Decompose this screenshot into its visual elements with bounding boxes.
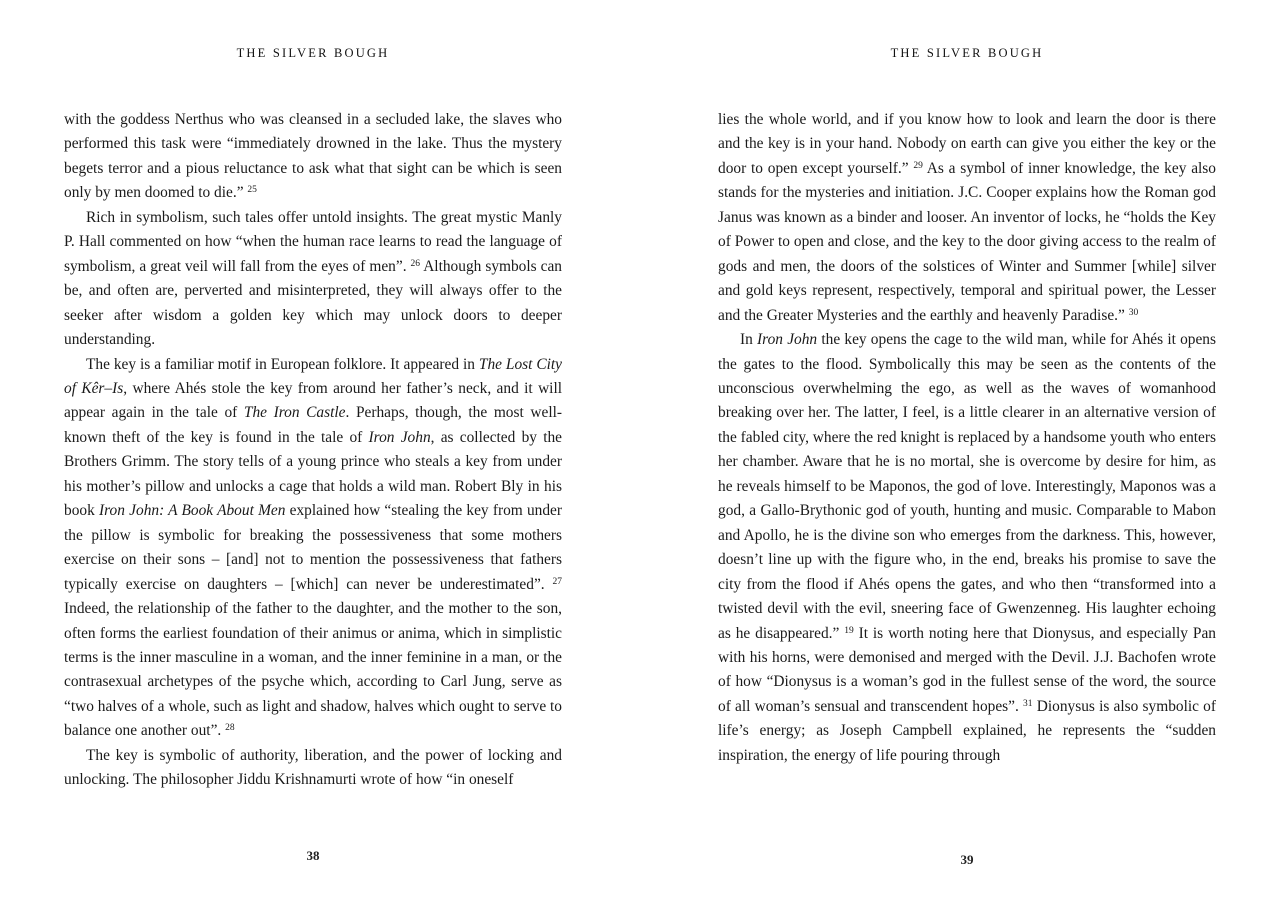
text-run: lies the whole world, and if you know how to look and learn the door is there and the key is in your hand. Nobody on earth can give you either the key or the door to open except yourself.” bbox=[718, 111, 1216, 177]
text-run: The key is a familiar motif in European folklore. It appeared in bbox=[86, 355, 479, 373]
text-run: In bbox=[740, 331, 758, 349]
text-run: It is worth noting here that Dionysus, and especially Pan with his horns, were demonised and merged with the Devil. J.J. Bachofen wrote of how “Dionysus is a woman’s god in the fullest sense of the word, the source of all woman’s sensual and transcendent hopes”. bbox=[718, 624, 1216, 715]
body-text bbox=[64, 108, 562, 793]
paragraph bbox=[64, 108, 562, 206]
text-run: , as collected by the Brothers Grimm. The story tells of a young prince who steals a key from under his mother’s pillow and unlocks a cage that holds a wild man. Robert Bly in his book bbox=[64, 428, 562, 520]
footnote-ref: 27 bbox=[552, 576, 562, 587]
text-run: the key opens the cage to the wild man, while for Ahés it opens the gates to the flood. Symbolically this may be seen as the contents of the unconscious overwhelming the ego, as well as the waves of womanhood breaking over her. The latter, I feel, is a little clearer in an alternative version of the fabled city, where the red knight is replaced by a handsome youth who enters her chamber. Aware that he is no mortal, she is overcome by desire for him, as he reveals himself to be Maponos, the god of love. Interestingly, Maponos was a god, a Gallo-Brythonic god of youth, hunting and music. Comparable to Mabon and Apollo, he is the divine son who emerges from the darkness. This, however, doesn’t line up with the figure who, in the end, breaks his promise to save the city from the flood if Ahés opens the gates, and who then “transformed into a twisted devil with the evil, sneering face of Gwenzenneg. His laughter echoing as he disappeared.” bbox=[718, 331, 1216, 642]
footnote-ref: 30 bbox=[1128, 307, 1139, 318]
footnote-ref: 28 bbox=[225, 723, 235, 734]
text-run: Indeed, the relationship of the father to the daughter, and the mother to the son, often forms the earliest foundation of their animus or anima, which in simplistic terms is the inner masculine in a woman, and the inner feminine in a man, or the contrasexual archetypes of the psyche which, according to Carl Jung, serve as “two halves of a whole, such as light and shadow, halves which ought to serve to balance one another out”. bbox=[64, 600, 562, 740]
footnote-ref: 26 bbox=[410, 258, 421, 269]
paragraph bbox=[64, 353, 562, 744]
italic-title: Iron John: A Book About Men bbox=[99, 502, 286, 520]
paragraph bbox=[718, 108, 1216, 328]
text-run: The key is symbolic of authority, liberation, and the power of locking and unlocking. The philosopher Jiddu Krishnamurti wrote of how “in oneself bbox=[64, 746, 562, 789]
text-run: Dionysus is also symbolic of life’s energy; as Joseph Campbell explained, he represents the “sudden inspiration, the energy of life pouring through bbox=[718, 697, 1216, 764]
footnote-ref: 19 bbox=[844, 625, 854, 636]
right-page bbox=[718, 0, 1216, 905]
text-run: , where Ahés stole the key from around her father’s neck, and it will appear again in the tale of bbox=[64, 379, 563, 422]
text-run: explained how “stealing the key from under the pillow is symbolic for breaking the possessiveness that some mothers exercise on their sons – [and] not to mention the possessiveness that fathers typically exercise on daughters – [which] can never be underestimated”. bbox=[64, 502, 563, 593]
text-run: with the goddess Nerthus who was cleansed in a secluded lake, the slaves who performed this task were “immediately drowned in the lake. Thus the mystery begets terror and a pious reluctance to ask what that sight can be which is seen only by men doomed to die.” bbox=[64, 111, 562, 202]
italic-title: The Lost City of Kêr–Is bbox=[64, 355, 563, 397]
body-text bbox=[718, 108, 1216, 768]
italic-title: Iron John bbox=[757, 331, 818, 349]
paragraph bbox=[718, 328, 1216, 768]
paragraph bbox=[64, 206, 562, 353]
footnote-ref: 29 bbox=[913, 160, 923, 171]
page-number: 38 bbox=[306, 848, 320, 863]
text-run: . Perhaps, though, the most well-known theft of the key is found in the tale of bbox=[64, 404, 562, 446]
italic-title: The Iron Castle bbox=[243, 404, 346, 422]
paragraph bbox=[64, 744, 562, 793]
text-run: Although symbols can be, and often are, perverted and misinterpreted, they will always offer to the seeker after wisdom a golden key which may unlock doors to deeper understanding. bbox=[64, 257, 562, 349]
text-run: As a symbol of inner knowledge, the key also stands for the mysteries and initiation. J.C. Cooper explains how the Roman god Janus was known as a binder and looser. An inventor of locks, he “holds the Key of Power to open and close, and the key to the door giving access to the realm of gods and men, the doors of the solstices of Winter and Summer [while] silver and gold keys represent, respectively, temporal and spiritual power, the Lesser and the Greater Mysteries and the earthly and heavenly Paradise.” bbox=[718, 159, 1216, 324]
footnote-ref: 25 bbox=[247, 185, 257, 196]
page-number: 39 bbox=[960, 852, 974, 867]
footnote-ref: 31 bbox=[1023, 698, 1033, 709]
italic-title: Iron John bbox=[368, 428, 431, 446]
text-run: Rich in symbolism, such tales offer untold insights. The great mystic Manly P. Hall commented on how “when the human race learns to read the language of symbolism, a great veil will fall from the eyes of men”. bbox=[64, 208, 562, 275]
running-head: THE SILVER BOUGH bbox=[890, 46, 1044, 60]
left-page bbox=[64, 0, 562, 905]
running-head: THE SILVER BOUGH bbox=[236, 46, 390, 60]
